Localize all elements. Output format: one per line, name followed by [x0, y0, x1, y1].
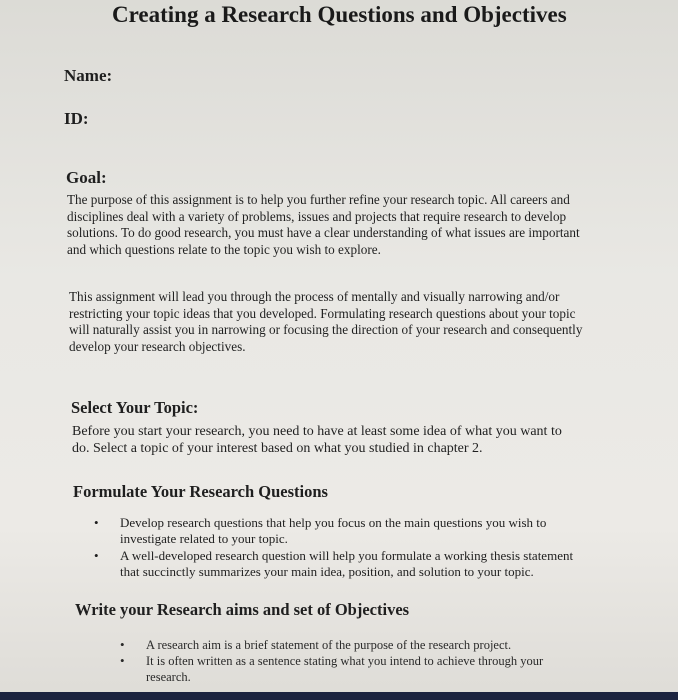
document-title: Creating a Research Questions and Objectives	[112, 2, 567, 27]
aims-bullet-list	[120, 637, 544, 685]
paragraph-line: The purpose of this assignment is to help you further refine your research topic. All careers and	[67, 192, 570, 207]
name-label: Name:	[64, 66, 113, 85]
formulate-bullet-list	[94, 515, 574, 581]
id-label: ID:	[64, 109, 89, 128]
list-item-line: that succinctly summarizes your main idea, position, and solution to your topic.	[120, 564, 534, 579]
paragraph-line: solutions. To do good research, you must have a clear understanding of what issues are important	[67, 225, 580, 240]
list-item	[94, 548, 574, 580]
paragraph-line: Before you start your research, you need to have at least some idea of what you want to	[72, 424, 562, 439]
list-item	[120, 637, 543, 653]
select-topic-paragraph	[72, 423, 562, 457]
paragraph-line: do. Select a topic of your interest based on what you studied in chapter 2.	[72, 441, 483, 456]
goal-heading: Goal:	[66, 168, 107, 187]
list-item-line: investigate related to your topic.	[120, 531, 288, 546]
select-topic-heading: Select Your Topic:	[71, 398, 199, 417]
bullet-icon: •	[94, 548, 99, 563]
list-item-line: A research aim is a brief statement of the purpose of the research project.	[146, 638, 512, 652]
bullet-icon: •	[120, 637, 125, 652]
bullet-icon: •	[94, 515, 99, 530]
formulate-questions-heading: Formulate Your Research Questions	[73, 482, 328, 501]
paragraph-line: develop your research objectives.	[69, 338, 246, 354]
bullet-icon: •	[120, 653, 125, 668]
goal-paragraph-2	[69, 289, 582, 355]
paragraph-line: disciplines deal with a variety of problems, issues and projects that require research to develop	[67, 208, 567, 224]
list-item	[94, 515, 573, 547]
goal-paragraph-1	[67, 192, 580, 258]
list-item-line: Develop research questions that help you focus on the main questions you wish to	[120, 515, 547, 530]
desk-edge	[0, 692, 678, 700]
list-item	[120, 653, 544, 685]
paragraph-line: will naturally assist you in narrowing or focusing the direction of your research and consequently	[69, 322, 583, 337]
write-aims-heading: Write your Research aims and set of Objectives	[75, 600, 410, 619]
list-item-line: A well-developed research question will help you formulate a working thesis statement	[120, 548, 574, 563]
paragraph-line: This assignment will lead you through the process of mentally and visually narrowing and/or	[69, 289, 560, 304]
paragraph-line: restricting your topic ideas that you developed. Formulating research questions about your topic	[69, 305, 576, 321]
list-item-line: research.	[146, 670, 191, 684]
paragraph-line: and which questions relate to the topic you wish to explore.	[67, 241, 381, 257]
list-item-line: It is often written as a sentence stating what you intend to achieve through your	[146, 654, 544, 668]
